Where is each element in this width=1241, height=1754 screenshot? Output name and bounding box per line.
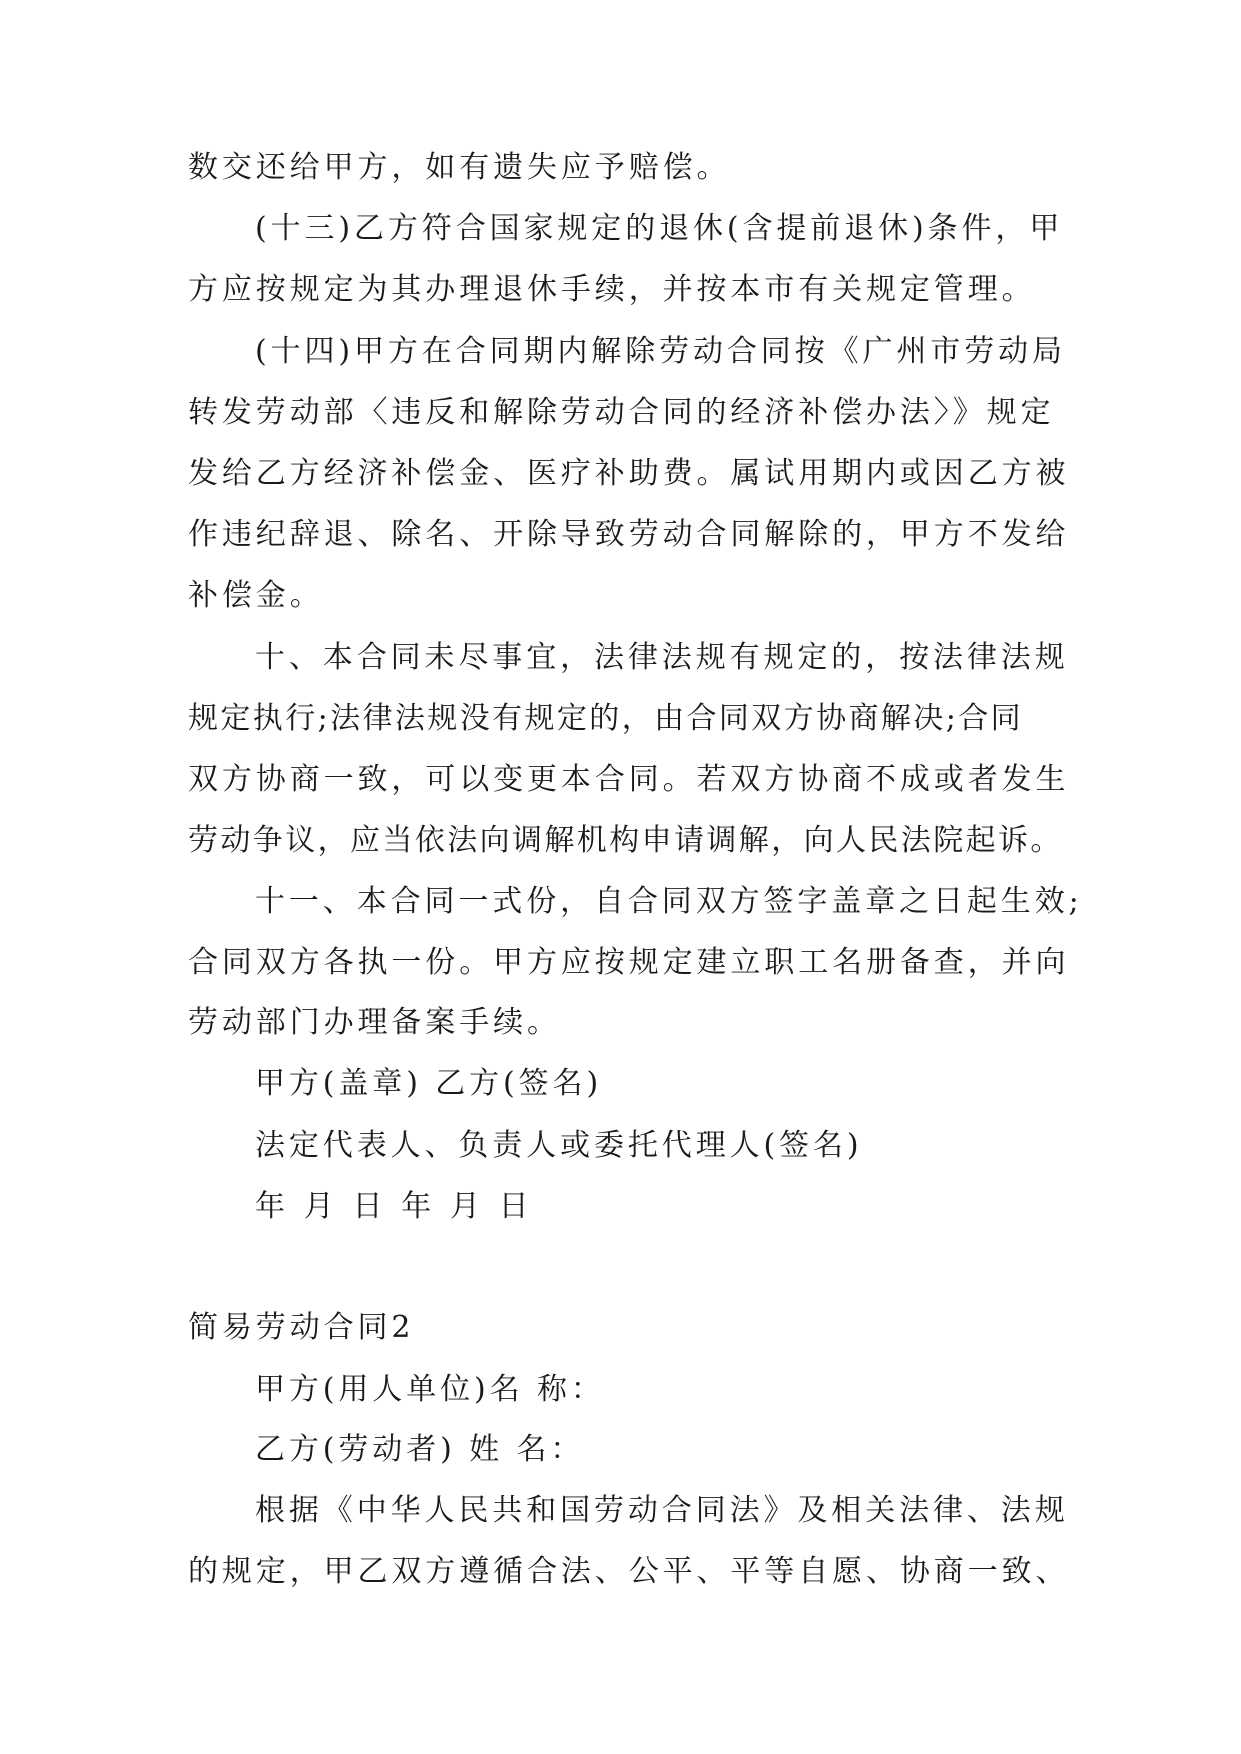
text-line-9: 十、本合同未尽事宜，法律法规有规定的，按法律法规: [255, 640, 1069, 675]
text-line-1: 数交还给甲方，如有遗失应予赔偿。: [188, 150, 731, 185]
section-heading: 简易劳动合同2: [188, 1310, 415, 1345]
text-line-20: 甲方(用人单位)名 称：: [255, 1372, 605, 1407]
text-line-6: 发给乙方经济补偿金、医疗补助费。属试用期内或因乙方被: [188, 456, 1070, 491]
text-line-17: 法定代表人、负责人或委托代理人(签名): [255, 1128, 863, 1163]
text-line-3: 方应按规定为其办理退休手续，并按本市有关规定管理。: [188, 272, 1036, 307]
text-line-23: 的规定，甲乙双方遵循合法、公平、平等自愿、协商一致、: [188, 1554, 1070, 1589]
text-line-22: 根据《中华人民共和国劳动合同法》及相关法律、法规: [255, 1493, 1069, 1528]
text-line-8: 补偿金。: [188, 578, 324, 613]
text-line-12: 劳动争议，应当依法向调解机构申请调解，向人民法院起诉。: [188, 823, 1063, 858]
text-line-13: 十一、本合同一式份，自合同双方签字盖章之日起生效;: [255, 884, 1083, 919]
text-line-14: 合同双方各执一份。甲方应按规定建立职工名册备查，并向: [188, 945, 1070, 980]
text-line-15: 劳动部门办理备案手续。: [188, 1005, 561, 1040]
text-line-4: (十四)甲方在合同期内解除劳动合同按《广州市劳动局: [255, 334, 1066, 369]
text-line-10: 规定执行;法律法规没有规定的，由合同双方协商解决;合同: [188, 701, 1024, 736]
text-line-16: 甲方(盖章) 乙方(签名): [255, 1066, 603, 1101]
text-line-2: (十三)乙方符合国家规定的退休(含提前退休)条件，甲: [255, 211, 1064, 246]
text-line-18: 年 月 日 年 月 日: [255, 1189, 534, 1224]
text-line-5: 转发劳动部〈违反和解除劳动合同的经济补偿办法〉》规定: [188, 395, 1055, 430]
text-line-7: 作违纪辞退、除名、开除导致劳动合同解除的，甲方不发给: [188, 517, 1070, 552]
text-line-21: 乙方(劳动者) 姓 名：: [255, 1432, 585, 1467]
text-line-11: 双方协商一致，可以变更本合同。若双方协商不成或者发生: [188, 762, 1070, 797]
